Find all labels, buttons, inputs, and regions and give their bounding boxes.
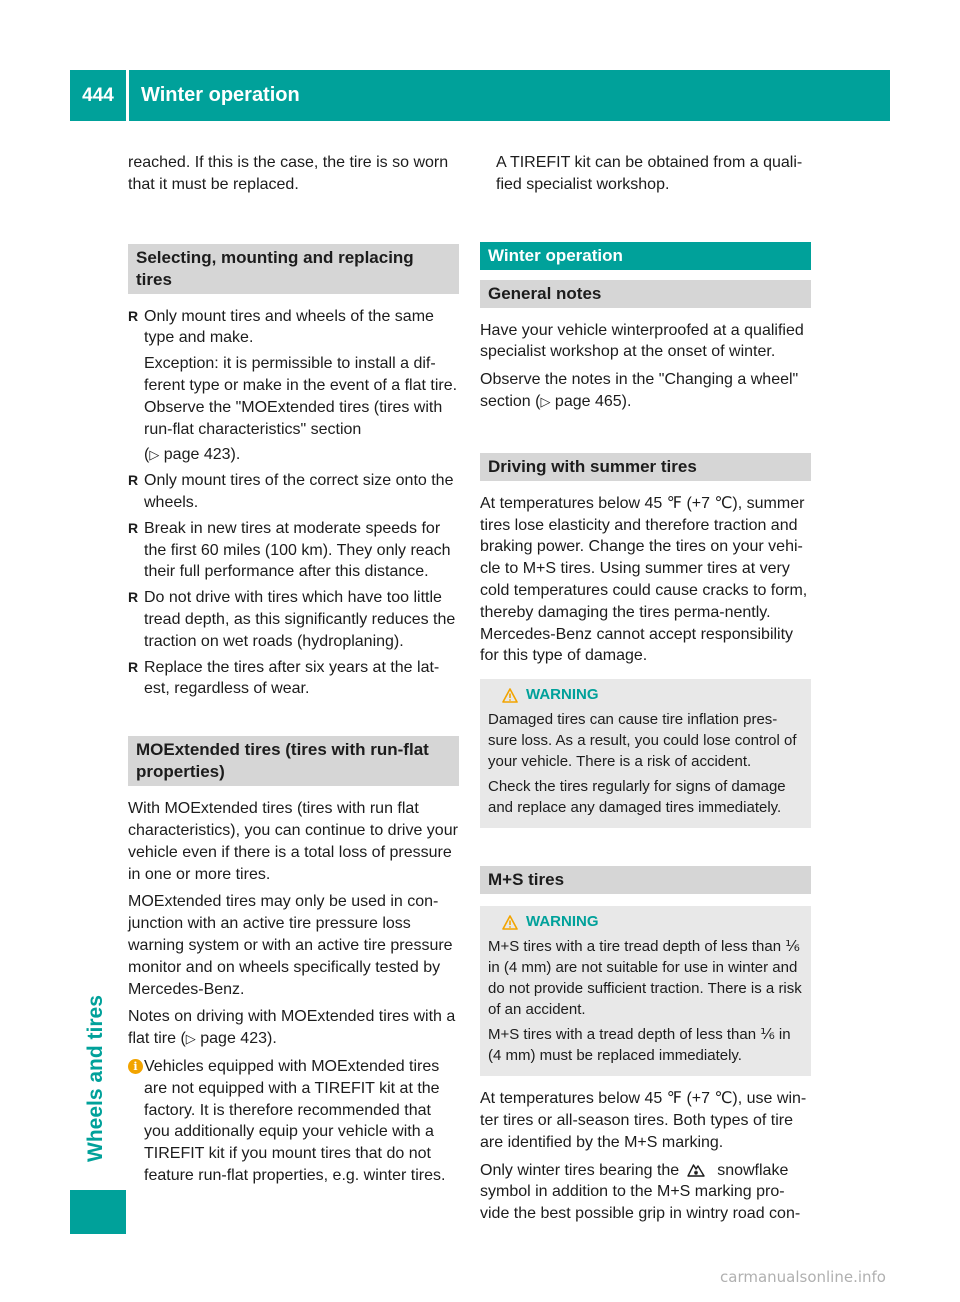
bullet-icon: R bbox=[128, 589, 139, 606]
list-item bbox=[128, 306, 459, 467]
page-title: Winter operation bbox=[141, 84, 300, 106]
section-heading-summer-tires: Driving with summer tires bbox=[480, 453, 811, 481]
section-heading-selecting-tires: Selecting, mounting and replacing tires bbox=[128, 244, 459, 294]
moextended-paragraph-2: MOExtended tires may only be used in con-junction with an active tire pressure loss warning system or with an active tire pressure monitor and on wheels specifically tested by Mercedes-Benz. bbox=[128, 893, 453, 998]
list-item-text: Only mount tires and wheels of the same type and make. bbox=[144, 307, 434, 347]
bullet-icon: R bbox=[128, 658, 139, 675]
section-heading-ms-tires: M+S tires bbox=[480, 866, 811, 894]
moextended-paragraph-3 bbox=[128, 1006, 459, 1050]
list-item bbox=[128, 470, 459, 514]
bullet-icon: R bbox=[128, 307, 139, 324]
list-item-text: Break in new tires at moderate speeds for the first 60 miles (100 km). They only reach their full performance after this distance. bbox=[144, 519, 451, 581]
list-item bbox=[128, 518, 459, 583]
warning-triangle-icon bbox=[502, 915, 518, 930]
bullet-icon: R bbox=[128, 472, 139, 489]
general-notes-paragraph-1: Have your vehicle winterproofed at a qualified specialist workshop at the onset of winter. bbox=[480, 321, 804, 361]
section-heading-moextended-tires: MOExtended tires (tires with run-flat properties) bbox=[128, 736, 459, 786]
left-intro-paragraph: reached. If this is the case, the tire is so worn that it must be replaced. bbox=[128, 154, 449, 193]
warning-text-2: Check the tires regularly for signs of damage and replace any damaged tires immediately. bbox=[488, 778, 786, 817]
warning-title bbox=[488, 912, 803, 932]
list-item bbox=[128, 657, 459, 701]
page-reference: (▷ page 423). bbox=[144, 444, 459, 466]
general-notes-paragraph-2 bbox=[480, 369, 811, 413]
summer-tires-paragraph: At temperatures below 45 ℉ (+7 ℃), summer tires lose elasticity and therefore traction and braking power. Change the tires on your vehi-cle to M+S tires. Using summer tires at very cold temperatures could cause cracks to form, thereby damaging the tires perma-nently. Mercedes-Benz cannot accept responsibility for this type of damage. bbox=[480, 494, 808, 665]
header-divider bbox=[126, 70, 129, 121]
warning-text-2: M+S tires with a tread depth of less than ⅙ in (4 mm) must be replaced immediately. bbox=[488, 1026, 791, 1065]
page-reference-link[interactable]: page 423). bbox=[200, 1030, 277, 1048]
warning-box-ms bbox=[480, 906, 811, 1076]
info-icon: i bbox=[128, 1059, 143, 1074]
side-tab-label: Wheels and tires bbox=[84, 995, 107, 1162]
warning-title-text: WARNING bbox=[526, 913, 599, 931]
list-item-text: Replace the tires after six years at the lat-est, regardless of wear. bbox=[144, 658, 440, 698]
ms-tires-paragraph-1: At temperatures below 45 ℉ (+7 ℃), use win-ter tires or all-season tires. Both types of tire are identified by the M+S marking. bbox=[480, 1090, 807, 1151]
page-reference-link[interactable]: page 423). bbox=[163, 446, 241, 464]
left-column bbox=[128, 152, 459, 1187]
page-reference-link[interactable]: page 465). bbox=[554, 392, 632, 410]
ms-tires-paragraph-2 bbox=[480, 1160, 811, 1225]
watermark-text: carmanualsonline.info bbox=[720, 1268, 886, 1286]
section-heading-general-notes: General notes bbox=[480, 280, 811, 308]
snowflake-mountain-icon bbox=[687, 1160, 705, 1178]
selecting-tires-list bbox=[128, 306, 459, 701]
right-intro-paragraph: A TIREFIT kit can be obtained from a quali-fied specialist workshop. bbox=[496, 154, 803, 193]
warning-text-1: Damaged tires can cause tire inflation pres-sure loss. As a result, you could lose control of your vehicle. There is a risk of accident. bbox=[488, 711, 797, 771]
general-notes-paragraph-2-text: Observe the notes in the "Changing a wheel" section ( bbox=[480, 371, 799, 410]
warning-title-text: WARNING bbox=[526, 686, 599, 704]
section-heading-winter-operation: Winter operation bbox=[480, 242, 811, 270]
ms-tires-paragraph-2-start: Only winter tires bearing the bbox=[480, 1161, 680, 1179]
arrow-right-icon: ▷ bbox=[149, 447, 160, 463]
info-note bbox=[128, 1056, 459, 1187]
warning-text-1: M+S tires with a tire tread depth of less than ⅙ in (4 mm) are not suitable for use in winter and do not provide sufficient traction. There is a risk of an accident. bbox=[488, 938, 802, 1019]
ms-tires-paragraph-2-end: snowflake symbol in addition to the M+S marking pro-vide the best possible grip in wintry road con- bbox=[480, 1161, 801, 1223]
arrow-right-icon: ▷ bbox=[185, 1031, 196, 1047]
page-number: 444 bbox=[82, 84, 114, 106]
moextended-paragraph-1: With MOExtended tires (tires with run flat characteristics), you can continue to drive your vehicle even if there is a total loss of pressure in one or more tires. bbox=[128, 800, 458, 883]
list-item-text: Do not drive with tires which have too little tread depth, as this significantly reduces the traction on wet roads (hydroplaning). bbox=[144, 589, 456, 650]
info-note-text: Vehicles equipped with MOExtended tires are not equipped with a TIREFIT kit at the factory. It is therefore recommended that you additionally equip your vehicle with a TIREFIT kit if you mount tires that do not feature run-flat properties, e.g. winter tires. bbox=[144, 1057, 446, 1184]
warning-box-summer bbox=[480, 679, 811, 828]
side-tab-block bbox=[70, 1190, 126, 1234]
arrow-right-icon: ▷ bbox=[540, 393, 551, 409]
bullet-icon: R bbox=[128, 519, 139, 536]
list-item-text-extra: Exception: it is permissible to install a dif-ferent type or make in the event of a flat tire. Observe the "MOExtended tires (tires with run-flat characteristics" section bbox=[144, 355, 458, 438]
list-item bbox=[128, 587, 459, 652]
warning-title bbox=[488, 685, 803, 705]
warning-triangle-icon bbox=[502, 688, 518, 703]
right-column bbox=[480, 152, 811, 1231]
moextended-paragraph-3-text: Notes on driving with MOExtended tires with a flat tire ( bbox=[128, 1008, 456, 1048]
list-item-text: Only mount tires of the correct size onto the wheels. bbox=[144, 472, 454, 511]
